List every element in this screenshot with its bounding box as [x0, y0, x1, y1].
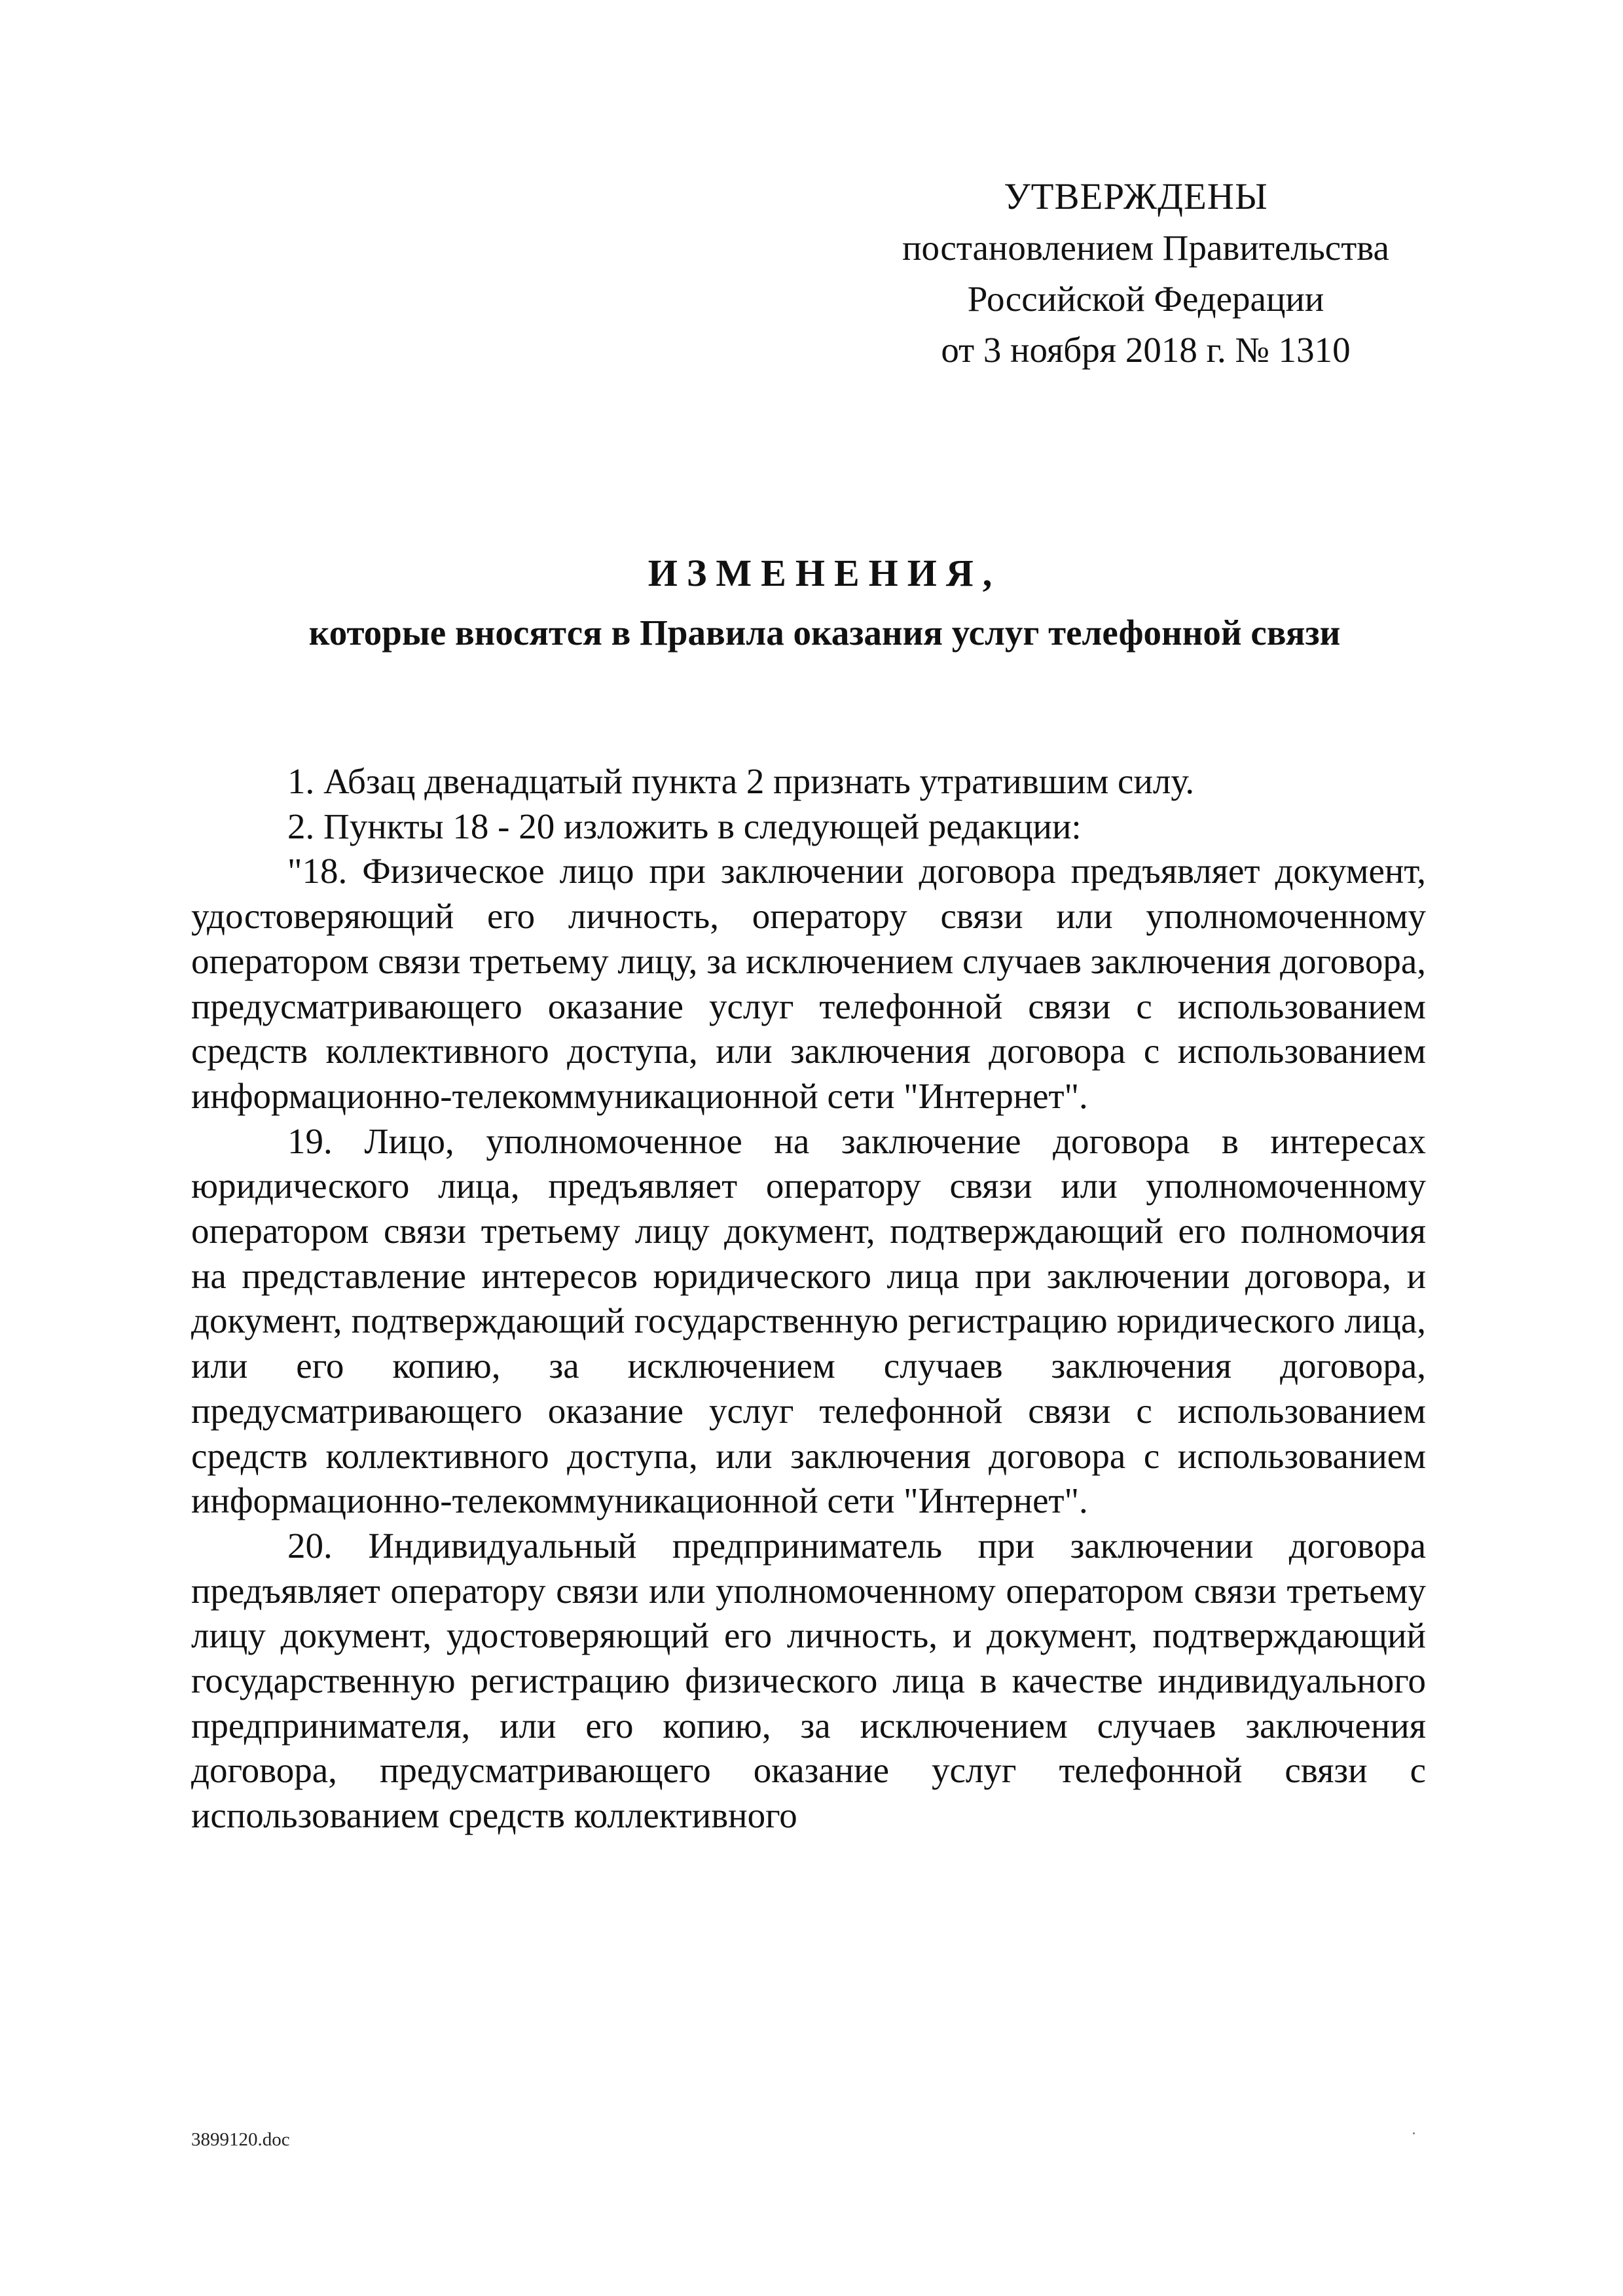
scan-artifact-dot	[1413, 2132, 1415, 2134]
footer-filename: 3899120.doc	[191, 2129, 290, 2150]
paragraph-item-20: 20. Индивидуальный предприниматель при заключении договора предъявляет оператору связи или уполномоченному оператором связи третьему лицу документ, удостоверяющий его личность, и документ, подтверждающий государственную регистрацию физического лица в качестве индивидуального предпринимателя, или его копию, за исключением случаев заключения договора, предусматривающего оказание услуг телефонной связи с использованием средств коллективного	[191, 1525, 1426, 1836]
paragraph-item-18: "18. Физическое лицо при заключении договора предъявляет документ, удостоверяющий его личность, оператору связи или уполномоченному оператором связи третьему лицу, за исключением случаев заключения договора, предусматривающего оказание услуг телефонной связи с использованием средств коллективного доступа, или заключения договора с использованием информационно-телекоммуникационной сети "Интернет".	[191, 851, 1426, 1116]
document-title: ИЗМЕНЕНИЯ,	[647, 552, 1002, 594]
approval-line-federation: Российской Федерации	[967, 279, 1324, 319]
paragraph-item-2: 2. Пункты 18 - 20 изложить в следующей редакции:	[287, 806, 1082, 846]
paragraph-item-1: 1. Абзац двенадцатый пункта 2 признать утратившим силу.	[287, 761, 1195, 801]
approval-title: УТВЕРЖДЕНЫ	[1004, 176, 1268, 217]
document-subtitle: которые вносятся в Правила оказания услуг телефонной связи	[308, 613, 1341, 653]
approval-line-date-number: от 3 ноября 2018 г. № 1310	[941, 330, 1351, 370]
approval-line-decree: постановлением Правительства	[902, 228, 1389, 268]
document-body	[191, 759, 1426, 1839]
approval-block	[786, 171, 1506, 376]
paragraph-item-19: 19. Лицо, уполномоченное на заключение договора в интересах юридического лица, предъявляет оператору связи или уполномоченному оператором связи третьему лицу документ, подтверждающий его полномочия на представление интересов юридического лица при заключении договора, и документ, подтверждающий государственную регистрацию юридического лица, или его копию, за исключением случаев заключения договора, предусматривающего оказание услуг телефонной связи с использованием средств коллективного доступа, или заключения договора с использованием информационно-телекоммуникационной сети "Интернет".	[191, 1121, 1426, 1521]
